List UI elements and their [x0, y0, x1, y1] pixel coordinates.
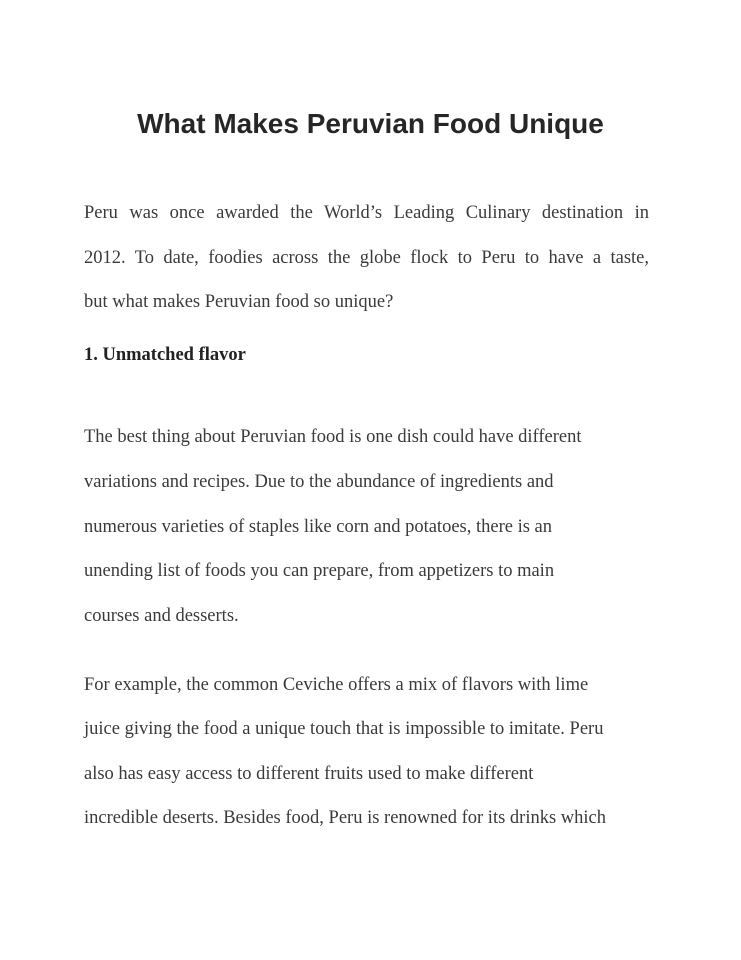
text-line: numerous varieties of staples like corn and potatoes, there is an — [84, 517, 553, 537]
text-line: The best thing about Peruvian food is one dish could have different — [84, 427, 582, 447]
text-line: variations and recipes. Due to the abundance of ingredients and — [84, 472, 554, 492]
section-heading: 1. Unmatched flavor — [84, 345, 246, 365]
text-line: courses and desserts. — [84, 606, 239, 626]
page-title: What Makes Peruvian Food Unique — [137, 108, 604, 139]
text-line: also has easy access to different fruits used to make different — [84, 764, 534, 784]
text-line: but what makes Peruvian food so unique? — [84, 292, 394, 312]
text-line: Peru was once awarded the World’s Leading Culinary destination in — [84, 203, 649, 223]
text-line: unending list of foods you can prepare, from appetizers to main — [84, 561, 555, 581]
text-line: incredible deserts. Besides food, Peru is renowned for its drinks which — [84, 808, 607, 828]
text-line: juice giving the food a unique touch that is impossible to imitate. Peru — [84, 719, 604, 739]
text-line: 2012. To date, foodies across the globe flock to Peru to have a taste, — [84, 248, 649, 268]
text-line: For example, the common Ceviche offers a mix of flavors with lime — [84, 675, 589, 695]
